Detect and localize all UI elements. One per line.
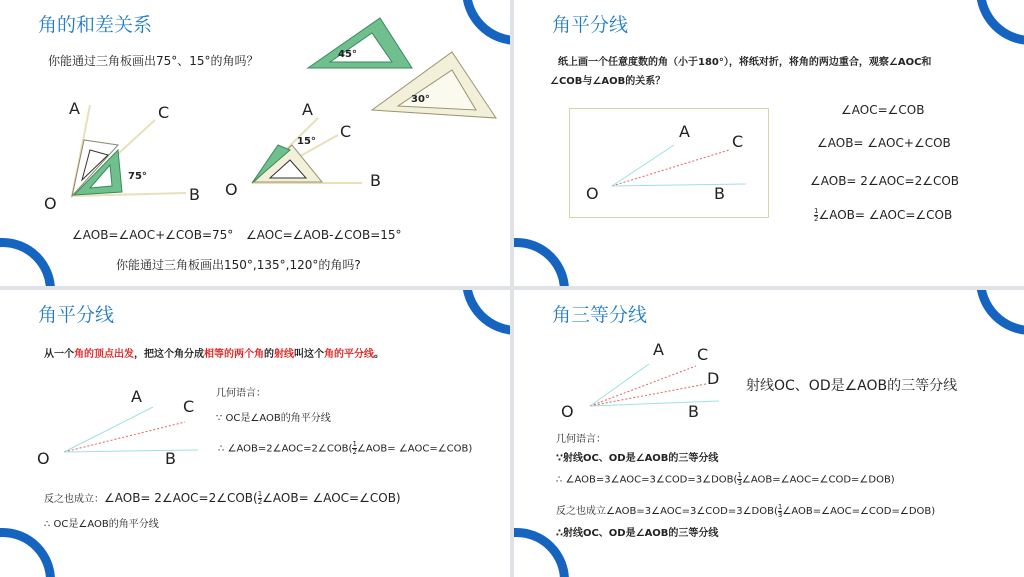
point-label-b: B [714,184,725,203]
conclusion-statement: ∴ OC是∠AOB的角平分线 [44,519,159,530]
fraction-third: $\frac{1}{3}$ [737,471,742,487]
geometry-language-title: 几何语言： [556,434,606,445]
slide-title: 角三等分线 [552,304,648,326]
slide-angle-bisector-intro[interactable] [514,0,1024,286]
point-label-c: C [340,122,352,141]
fraction-half: $\frac{1}{2}$ [814,207,819,223]
equation-2: ∠AOB= ∠AOC+∠COB [817,136,951,150]
point-label-c: C [158,103,170,122]
point-label-c: C [183,397,195,416]
point-label-a: A [302,100,313,119]
fraction-half: $\frac{1}{2}$ [352,440,357,456]
point-label-o: O [561,402,574,421]
converse-statement: 反之也成立∠AOB=3∠AOC=3∠COD=3∠DOB( $\frac{1}{3}$ ∠AOB=∠AOC=∠COD=∠DOB) [556,502,936,519]
slide-angle-sum-difference[interactable] [0,0,510,286]
conclusion-statement: ∴射线OC、OD是∠AOB的三等分线 [556,528,719,539]
point-label-a: A [69,99,80,118]
formula-sum: ∠AOB=∠AOC+∠COB=75° [72,228,234,242]
set-square-30-label: 30° [411,94,430,105]
point-label-o: O [225,180,238,199]
fraction-half: $\frac{1}{2}$ [257,490,263,506]
point-label-d: D [707,369,720,388]
point-label-c: C [697,345,709,364]
slide-angle-trisector[interactable] [514,290,1024,577]
point-label-b: B [370,171,381,190]
equation-3: ∠AOB= 2∠AOC=2∠COB [810,174,960,188]
geometry-language-title: 几何语言： [216,388,266,399]
trisector-statement: 射线OC、OD是∠AOB的三等分线 [746,378,958,394]
formula-difference: ∠AOC=∠AOB-∠COB=15° [246,228,402,242]
equation-4: $\frac{1}{2}$ ∠AOB= ∠AOC=∠COB [814,207,953,223]
angle-15-label: 15° [297,136,316,147]
converse-statement: 反之也成立：∠AOB= 2∠AOC=2∠COB( $\frac{1}{2}$ ∠AOB= ∠AOC=∠COB) [44,490,401,506]
point-label-o: O [586,184,599,203]
point-label-a: A [679,122,690,141]
question-text: 你能通过三角板画出75°、15°的角吗？ [48,54,259,68]
therefore-statement: ∴ ∠AOB=3∠AOC=3∠COD=3∠DOB( $\frac{1}{3}$ ∠AOB=∠AOC=∠COD=∠DOB) [556,471,895,487]
point-label-o: O [44,194,57,213]
slide-title: 角平分线 [552,14,629,36]
point-label-b: B [165,449,176,468]
bisector-diagram [0,290,510,577]
point-label-a: A [131,387,142,406]
instruction-line2: ∠COB与∠AOB的关系？ [550,76,666,87]
instruction-line1: 纸上画一个任意度数的角（小于180°），将纸对折，将角的两边重合，观察∠AOC和 [558,57,932,68]
therefore-statement: ∴ ∠AOB=2∠AOC=2∠COB( $\frac{1}{2}$ ∠AOB= ∠AOC=∠COB) [218,440,473,456]
set-square-45-label: 45° [338,49,357,60]
slide-angle-bisector-definition[interactable] [0,290,510,577]
fraction-third: $\frac{1}{3}$ [777,502,783,519]
point-label-a: A [653,340,664,359]
triangle-ruler-illustrations [0,0,510,286]
angle-75-label: 75° [128,171,147,182]
definition-text: 从一个角的顶点出发，把这个角分成相等的两个角的射线叫这个角的平分线。 [44,349,384,360]
slide-title: 角的和差关系 [38,14,153,36]
point-label-c: C [732,132,744,151]
point-label-o: O [37,449,50,468]
point-label-b: B [189,185,200,204]
because-statement: ∵ OC是∠AOB的角平分线 [216,413,331,424]
equation-1: ∠AOC=∠COB [841,103,925,117]
slide-title: 角平分线 [38,304,115,326]
because-statement: ∵射线OC、OD是∠AOB的三等分线 [556,453,719,464]
point-label-b: B [688,402,699,421]
question2-text: 你能通过三角板画出150°,135°,120°的角吗? [116,258,361,272]
